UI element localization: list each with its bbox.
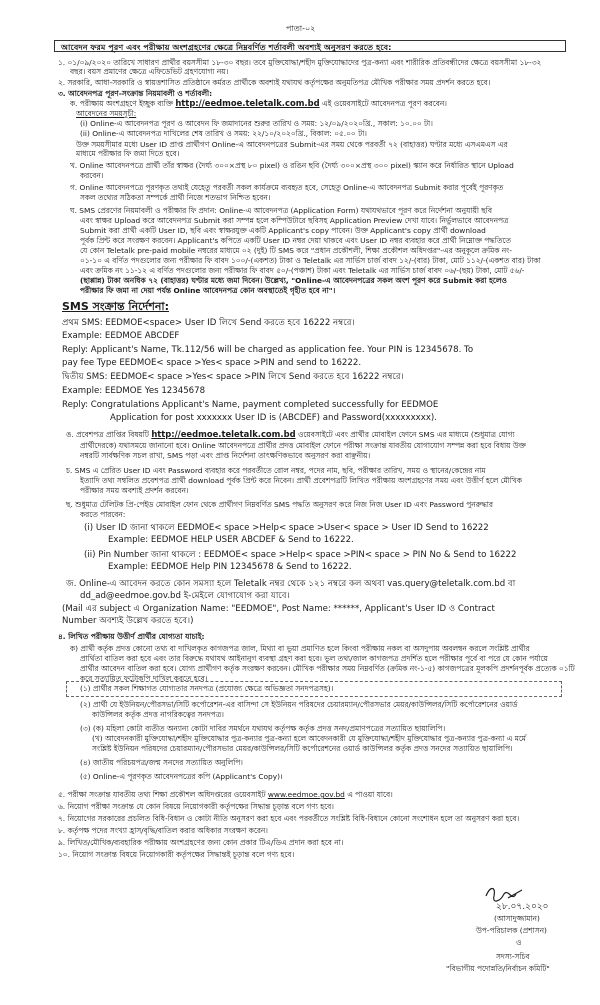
certificate-2-line-1: (২) প্রার্থী যে ইউনিয়ন/পৌরসভা/সিটি কর্পোরেশন-এর বাসিন্দা সে ইউনিয়ন পরিষদের চেয়ারম্যান/পৌরসভার মেয়র/কাউন্সিলর/সিটি কর্পোরেশনের ওয়ার্ড (80, 700, 518, 709)
eedmoe-website-link[interactable]: www.eedmoe.gov.bd (267, 790, 345, 799)
item-cha-3: পরীক্ষার সময় অবশ্যই প্রদর্শন করবেন। (80, 486, 189, 495)
item-2: ২. সরকারি, আধা-সরকারি ও স্বায়ত্তশাসিত প্রতিষ্ঠানে কর্মরত প্রার্থীকে অবশ্যই যথাযথ কর্তৃপক্ষের অনুমতিপত্র মৌখিক পরীক্ষার সময় প্রদর্শন করতে হবে। (58, 78, 491, 87)
item-7: ৭. নিয়োগের সরকারের প্রচলিত বিধি-বিধান ও কোটা নীতি অনুসরণ করা হবে এবং পরবর্তীতে সংশ্লিষ্ট বিধি-বিধানে কোনো সংশোধন হলে তা অনুসরণ করা হবে। (58, 814, 520, 823)
sms-reply-2-line-2: Application for post xxxxxxx User ID is (ABCDEF) and Password(xxxxxxxxx). (110, 413, 438, 423)
schedule-end: (ii) Online-এ আবেদনপত্র দাখিলের শেষ তারিখ ও সময়: ২২/১০/২০২০খ্রি., বিকাল: ০৫.০০ টা। (80, 129, 367, 138)
schedule-note-1: উক্ত সময়সীমার মধ্যে User ID প্রাপ্ত প্রার্থীগণ Online-এ আবেদনপত্রের Submit-এর সময় থেকে পরবর্তী ৭২ (বাহাত্তর) ঘণ্টার মধ্যে এসএমএস এর (76, 140, 508, 149)
certificate-3-line-2: (খ) আবেদনকারী মুক্তিযোদ্ধা/শহীদ মুক্তিযোদ্ধার পুত্র-কন্যার পুত্র-কন্যা হলে আবেদনকারী যে মুক্তিযোদ্ধা/শহীদ মুক্তিযোদ্ধার পুত্র-কন্যার পুত্র-কন্যা এ মর্মে (92, 734, 526, 743)
item-9: ৯. লিখিত/মৌখিক/ব্যবহারিক পরীক্ষায় অংশগ্রহণের জন্য কোন প্রকার টিএ/ডিএ প্রদান করা হবে না। (58, 838, 344, 847)
certificate-1: (১) প্রার্থীর সকল শিক্ষাগত যোগ্যতার সনদপত্র (প্রযোজ্য ক্ষেত্রে অভিজ্ঞতা সনদপত্রসহ)। (80, 684, 334, 693)
item-ja-1: জ. Online-এ আবেদন করতে কোন সমস্যা হলে Teletalk নম্বর থেকে ১২১ নম্বরে কল অথবা vas.query@teletalk.com.bd বা (66, 579, 516, 589)
certificate-5: (৫) Online-এ পূরণকৃত আবেদনপত্রের কপি (Applicant's Copy)। (80, 772, 283, 781)
item-3-ga-2: সকল তথ্যের সঠিকতা সম্পর্কে প্রার্থী নিজে শতভাগ নিশ্চিত হবেন। (80, 193, 271, 202)
recovery-pin-example: Example: EEDMOE Help PIN 12345678 & Send to 16222. (108, 562, 352, 572)
item-10: ১০. নিয়োগ সংক্রান্ত বিষয়ে নিয়োগকারী কর্তৃপক্ষের সিদ্ধান্তই চূড়ান্ত বলে গণ্য হবে। (58, 850, 295, 859)
item-4-ka-3: প্রার্থীর আবেদন বাতিল করা হবে। যোগ্য প্রার্থীগণ কর্তৃক সংরক্ষণ করবেন। মৌখিক পরীক্ষার সময় নিম্নবর্ণিত (ক্রমিক নং-১-৫) কাগজপত্রের মূলকপি প্রদর্শনপূর্বক প্রত্যেক ০১টি (80, 664, 575, 673)
schedule-start: (i) Online-এ আবেদনপত্র পূরণ ও আবেদন ফি জমাদানের শুরুর তারিখ ও সময়: ১২/০৯/২০২০খ্রি., সকাল: ১০.০০ টা। (80, 119, 433, 128)
item-3-gha-7: এবং ক্রমিক নং ১১-১২ এ বর্ণিত পদগুলোর জন্য পরীক্ষার ফি বাবদ ৫০/-(পঞ্চাশ) টাকা এবং Teletalk এর সার্ভিস চার্জ বাবদ ০৬/-(ছয়) টাকা, মোট ৫৬/- (80, 266, 525, 275)
signatory-title: উপ-পরিচালক (প্রশাসন) (476, 926, 547, 935)
signatory-and: ও (516, 938, 522, 947)
item-3-ka-pre: ক. পরীক্ষায় অংশগ্রহণে ইচ্ছুক ব্যক্তি (70, 99, 173, 108)
item-8: ৮. কর্তৃপক্ষ পদের সংখ্যা হ্রাস/বৃদ্ধি/বাতিল করার অধিকার সংরক্ষণ করেন। (58, 826, 268, 835)
item-uma-3: নম্বরটি সার্বক্ষণিক সচল রাখা, SMS পড়া এবং প্রাপ্ত নির্দেশনা তাৎক্ষণিকভাবে অনুসরণ করা বাঞ্ছনীয়। (80, 451, 371, 460)
schedule-note-2: মাধ্যমে পরীক্ষার ফি জমা দিতে হবে। (76, 149, 180, 158)
sms-second-instruction: দ্বিতীয় SMS: EEDMOE< space >Yes< space >PIN লিখে Send করতে হবে 16222 নম্বরে। (62, 372, 404, 382)
item-3-gha-9: পরীক্ষার ফি জমা না দেয়া পর্যন্ত Online আবেদনপত্র কোন অবস্থাতেই গৃহীত হবে না"। (80, 286, 336, 295)
item-3-intro: ৩. আবেদনপত্র পূরণ-সংক্রান্ত নিয়মাবলী ও শর্তাবলী: (58, 89, 213, 98)
item-cha-2: ইত্যাদি তথ্য সম্বলিত প্রবেশপত্র প্রার্থী download পূর্বক প্রিন্ট করে নিবেন। প্রার্থী প্রবেশপত্রটি লিখিত পরীক্ষায় অংশগ্রহণের সময় এবং উত্তীর্ণ হলে মৌখিক (80, 476, 522, 485)
item-4-ka-4: করে সত্যায়িত ফটোকপি দাখিল করতে হবে। (80, 674, 208, 683)
item-5-post: এ পাওয়া যাবে। (347, 790, 393, 799)
item-chha-1: ছ. শুধুমাত্র টেলিটক প্রি-পেইড মোবাইল ফোন থেকে প্রার্থীগণ নিম্নবর্ণিত SMS পদ্ধতি অনুসরণ করে নিজ নিজ User ID এবং Password পুনরুদ্ধার (66, 500, 493, 509)
page-number: পাতা-০২ (286, 24, 316, 33)
eedmoe-teletalk-link[interactable]: http://eedmoe.teletalk.com.bd (175, 98, 320, 108)
sms-reply-1-line-2: pay fee Type EEDMOE< space >Yes< space >PIN and send to 16222. (62, 358, 362, 368)
item-chha-2: করতে পারবেন: (80, 510, 126, 519)
item-uma-2: প্রার্থীদেরকে) যথাসময়ে জানানো হবে। Online আবেদনপত্রে প্রার্থীর প্রদত্ত মোবাইল ফোনে পরীক্ষা সংক্রান্ত যাবতীয় যোগাযোগ সম্পন্ন করা হবে বিধায় উক্ত (80, 441, 526, 450)
certificate-3-line-1: (৩) (ক) মহিলা কোটা ব্যতীত অন্যান্য কোটা দাবির সমর্থনে যথাযথ কর্তৃপক্ষ কর্তৃক প্রদত্ত সনদ/প্রমাণপত্রের সত্যায়িত ছায়ালিপি। (80, 724, 446, 733)
item-1-line-2: বছর। বয়স প্রমাণের ক্ষেত্রে এফিডেভিট গ্রহণযোগ্য নয়। (70, 67, 229, 76)
item-3-ka-post: এই ওয়েবসাইটে আবেদনপত্র পূরণ করবেন। (321, 99, 447, 108)
item-3-kha-1: খ. Online আবেদনপত্রে প্রার্থী তাঁর স্বাক্ষর (দৈর্ঘ্য ৩০০×প্রস্থ ৮০ pixel) ও রঙিন ছবি (দৈর্ঘ্য ৩০০×প্রস্থ ৩০০ pixel) স্ক্যান করে নির্ধারিত স্থানে Upload (70, 161, 514, 170)
item-4-ka-1: ক) প্রার্থী কর্তৃক প্রদত্ত কোনো তথ্য বা দাখিলকৃত কাগজপত্র জাল, মিথ্যা বা ভুয়া প্রমাণিত হলে কিংবা পরীক্ষায় নকল বা অসদুপায় অবলম্বন করলে সংশ্লিষ্ট প্রার্থীর (70, 644, 530, 653)
item-3-gha-5: যে কোন Teletalk pre-paid mobile নম্বরের মাধ্যমে ০২ (দুই) টি SMS করে "প্রধান প্রকৌশলী, শিক্ষা প্রকৌশল অধিদপ্তর"-এর অনুকূলে ক্রমিক নং- (80, 246, 512, 255)
item-3-ga-1: গ. Online আবেদনপত্রে পূরণকৃত তথ্যই যেহেতু পরবর্তী সকল কার্যক্রমে ব্যবহৃত হবে, সেহেতু Online-এ আবেদনপত্র Submit করার পূর্বেই পূরণকৃত (70, 183, 504, 192)
item-3-gha-4: পূর্বক প্রিন্ট করে সংরক্ষণ করবেন। Applicant's কপিতে একটি User ID নম্বর দেয়া থাকবে এবং User ID নম্বর ব্যবহার করে প্রার্থী নিম্নোক্ত পদ্ধতিতে (80, 236, 511, 245)
item-ja-3: (Mail এর subject এ Organization Name: "EEDMOE", Post Name: ******, Applicant's User ID ও Contract (62, 604, 495, 614)
recovery-pin: (ii) Pin Number জানা থাকলে : EEDMOE< space >Help< space >PIN< space > PIN No & Send to 16222 (84, 550, 517, 560)
item-cha-1: চ. SMS এ প্রেরিত User ID এবং Password ব্যবহার করে পরবর্তীতে রোল নম্বর, পদের নাম, ছবি, পরীক্ষার তারিখ, সময় ও স্থানের/কেন্দ্রের নাম (66, 466, 486, 475)
signatory-name: (আসাদুজ্জামান) (494, 914, 540, 923)
item-3-gha-2: এবং স্বাক্ষর Upload করে আবেদনপত্র Submit করা সম্পন্ন হলে কম্পিউটারে ছবিসহ Application Preview দেখা যাবে। নির্ভুলভাবে আবেদনপত্র (80, 216, 509, 225)
item-ja-2: dd_ad@eedmoe.gov.bd ই-মেইলে যোগাযোগ করা যাবে। (80, 591, 290, 601)
item-3-gha-8: (ছাপ্পান্ন) টাকা অনধিক ৭২ (বাহাত্তর) ঘণ্টার মধ্যে জমা দিবেন। উল্লেখ্য, "Online-এ আবেদনপত্রের সকল অংশ পূরণ করে Submit করা হলেও (80, 276, 507, 285)
item-3-gha-6: ০১-১০ এ বর্ণিত পদগুলোর জন্য পরীক্ষার ফি বাবদ ১০০/-(একশত) টাকা ও Teletalk এর সার্ভিস চার্জ বাবদ ১২/-(বার) টাকা, মোট ১১২/-(একশত বার) টাকা (80, 256, 541, 265)
item-uma-1 (66, 430, 515, 439)
admit-card-link[interactable]: http://eedmoe.teletalk.com.bd (151, 429, 296, 439)
handwritten-signature (482, 882, 560, 912)
item-uma-post: ওয়েবসাইটে এবং প্রার্থীর মোবাইল ফোনে SMS এর মাধ্যমে (শুধুমাত্র যোগ্য (297, 430, 515, 439)
recovery-user-id-example: Example: EEDMOE HELP USER ABCDEF & Send to 16222. (108, 535, 354, 545)
item-4-ka-2: প্রার্থিতা বাতিল করা হবে এবং তার বিরুদ্ধে যথাযথ আইনানুগ ব্যবস্থা গ্রহণ করা হবে। ভুল তথ্য/জাল কাগজপত্র প্রদর্শিত হলে পরীক্ষার পূর্বে বা পরে যে কোন পর্যায়ে (80, 654, 548, 663)
item-3-ka (70, 99, 447, 108)
sms-example-2: Example: EEDMOE Yes 12345678 (62, 386, 206, 396)
item-5 (58, 790, 393, 799)
sms-reply-1-line-1: Reply: Applicant's Name, Tk.112/56 will be charged as application fee. Your PIN is 12345678. To (62, 345, 474, 355)
sms-first-instruction: প্রথম SMS: EEDMOE<space> User ID লিখে Send করতে হবে 16222 নম্বরে। (62, 318, 355, 328)
certificate-3-line-3: সংশ্লিষ্ট ইউনিয়ন পরিষদের চেয়ারম্যান/পৌরসভার মেয়র/কাউন্সিলর/সিটি কর্পোরেশনের ওয়ার্ড কাউন্সিলর কর্তৃক প্রদত্ত সনদের সত্যায়িত ছায়ালিপি। (92, 744, 513, 753)
item-1-line-1: ১. ০১/০৯/২০২০ তারিখে সাধারণ প্রার্থীর বয়সসীমা ১৮-৩০ বছর। তবে মুক্তিযোদ্ধা/শহীদ মুক্তিযোদ্ধাদের পুত্র-কন্যা এবং শারীরিক প্রতিবন্ধীদের ক্ষেত্রে বয়সসীমা ১৮-৩২ (58, 58, 542, 67)
certificate-2-line-2: কাউন্সিলর কর্তৃক প্রদত্ত নাগরিকত্বের সনদপত্র। (92, 710, 224, 719)
item-3-gha-3: Submit করা প্রার্থী একটি User ID, ছবি এবং স্বাক্ষরযুক্ত একটি Applicant's copy পাবেন। উক্ত Applicant's copy প্রার্থী download (80, 226, 486, 235)
item-6: ৬. নিয়োগ পরীক্ষা সংক্রান্ত যে কোন বিষয়ে নিয়োগকারী কর্তৃপক্ষের সিদ্ধান্ত চূড়ান্ত বলে গণ্য হবে। (58, 802, 334, 811)
certificate-4: (৪) জাতীয় পরিচয়পত্র/জন্ম সনদের সত্যায়িত অনুলিপি। (80, 758, 243, 767)
recovery-user-id: (i) User ID জানা থাকলে EEDMOE< space >Help< space >User< space > User ID Send to 16222 (84, 523, 489, 533)
item-ja-4: Number অবশ্যই উল্লেখ করতে হবে।) (62, 616, 194, 626)
item-uma-pre: ঙ. প্রবেশপত্র প্রাপ্তির বিষয়টি (66, 430, 149, 439)
item-4-title: ৪. লিখিত পরীক্ষায় উত্তীর্ণ প্রার্থীর যোগ্যতা যাচাই: (58, 632, 205, 641)
item-3-kha-2: করবেন। (80, 171, 104, 180)
schedule-label: আবেদনের সময়সূচী: (76, 109, 137, 118)
item-5-pre: ৫. পরীক্ষা সংক্রান্ত যাবতীয় তথ্য শিক্ষা প্রকৌশল অধিদপ্তরের ওয়েবসাইট (58, 790, 266, 799)
signature-date: ২৮.০৭.২০২০ (496, 902, 549, 912)
conditions-header: আবেদন ফরম পূরণ এবং পরীক্ষায় অংশগ্রহণের ক্ষেত্রে নিম্নবর্ণিত শর্তাবলী অবশ্যই অনুসরণ করতে হবে: (54, 40, 566, 52)
item-3-gha-1: ঘ. SMS প্রেরণের নিয়মাবলী ও পরীক্ষার ফি প্রদান: Online-এ আবেদনপত্র (Application Form) যথাযথভাবে পূরণ করে নির্দেশনা অনুযায়ী ছবি (70, 206, 493, 215)
sms-example-1: Example: EEDMOE ABCDEF (62, 331, 180, 341)
signatory-member: সদস্য-সচিব (496, 952, 530, 961)
sms-section-title: SMS সংক্রান্ত নির্দেশনা: (62, 300, 169, 313)
signatory-committee: "বিভাগীয় পদোন্নতি/নির্বাচন কমিটি" (446, 964, 550, 973)
sms-reply-2-line-1: Reply: Congratulations Applicant's Name, payment completed successfully for EEDMOE (62, 400, 439, 410)
